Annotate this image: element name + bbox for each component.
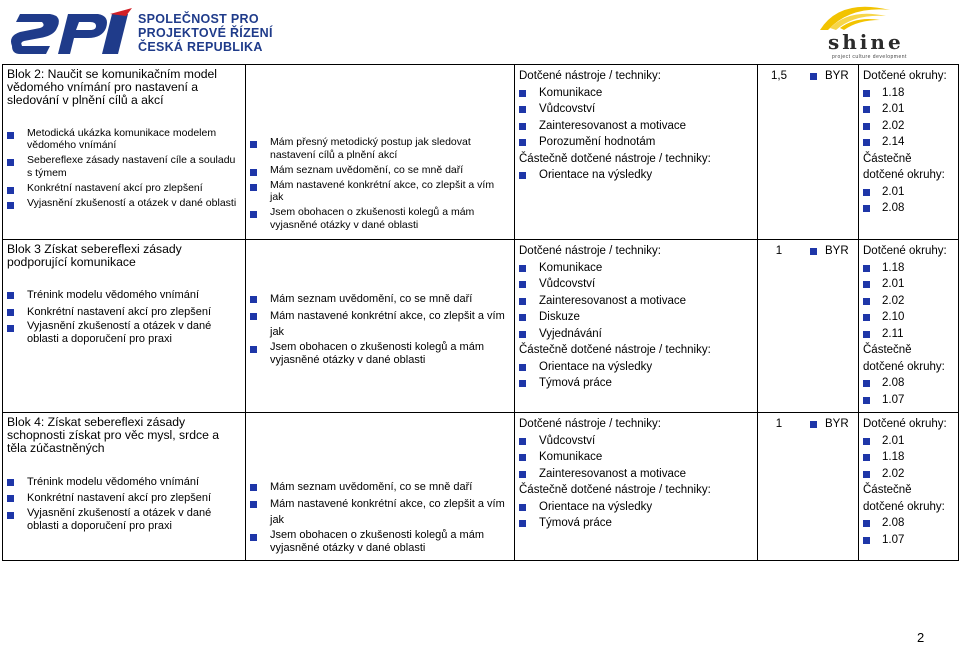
block-row [3,240,959,413]
area-item: 1.18 [863,449,954,466]
areas-list [863,85,954,151]
activity-item: Vyjasnění zkušeností a otázek v dané oblasti a doporučení pro praxi [7,507,241,533]
outcome-list [250,291,510,367]
company-name-line-1: SPOLEČNOST PRO [138,12,259,26]
outcome-list [250,479,510,555]
area-item: 2.11 [863,326,954,343]
tool-item: Vůdcovství [519,433,753,450]
partial-area-item: 2.08 [863,375,954,392]
partial-tools-list [519,359,753,392]
activity-item: Metodická ukázka komunikace modelem vědomého vnímání [7,127,241,152]
block-row [3,65,959,240]
tools-label: Dotčené nástroje / techniky: [519,70,661,82]
bullet-icon [810,248,817,255]
partial-tools-list [519,499,753,532]
partial-area-item: 2.01 [863,184,954,201]
tools-label: Dotčené nástroje / techniky: [519,245,661,257]
block-areas-cell [859,413,959,561]
area-item: 2.02 [863,293,954,310]
partial-area-item: 1.07 [863,392,954,409]
block-outcome-cell [246,240,515,413]
course-blocks-table [2,64,959,561]
shine-wordmark: shine [828,30,904,54]
tools-list [519,260,753,343]
block-areas-cell [859,65,959,240]
activity-item: Vyjasnění zkušeností a otázek v dané oblasti a doporučení pro praxi [7,320,241,346]
block-title: Blok 2: Naučit se komunikačním model vědomého vnímání pro nastavení a sledování v plnění cílů a akcí [7,67,217,108]
partial-areas-label: Částečně dotčené okruhy: [863,344,945,373]
block-tools-cell [515,65,758,240]
byr-label: BYR [825,70,849,82]
tool-item: Diskuze [519,309,753,326]
page-number: 2 [917,630,925,645]
byr-label: BYR [825,245,849,257]
partial-tools-label: Částečně dotčené nástroje / techniky: [519,344,711,356]
byr-label: BYR [825,418,849,430]
ratio-value: 1 [775,245,783,257]
bullet-icon [810,73,817,80]
ratio-value: 1,5 [771,70,787,82]
activity-item: Konkrétní nastavení akcí pro zlepšení [7,182,241,195]
activity-item: Sebereflexe zásady nastavení cíle a souladu s týmem [7,154,241,179]
areas-label: Dotčené okruhy: [863,245,947,257]
area-item: 2.02 [863,118,954,135]
area-item: 2.01 [863,276,954,293]
tools-list [519,85,753,151]
block-outcome-cell [246,65,515,240]
partial-areas-list [863,184,954,217]
area-item: 2.10 [863,309,954,326]
outcome-item: Mám seznam uvědomění, co se mně daří [250,291,510,308]
block-goal-cell [3,240,246,413]
area-item: 1.18 [863,85,954,102]
company-name-line-3: ČESKÁ REPUBLIKA [138,40,263,54]
outcome-item: Mám seznam uvědomění, co se mně daří [250,164,510,177]
company-name [138,12,273,54]
block-areas-cell [859,240,959,413]
partial-tools-label: Částečně dotčené nástroje / techniky: [519,484,711,496]
area-item: 2.02 [863,466,954,483]
partial-tool-item: Orientace na výsledky [519,167,753,184]
partial-area-item: 2.08 [863,200,954,217]
outcome-item: Mám přesný metodický postup jak sledovat nastavení cílů a plnění akcí [250,136,510,161]
outcome-item: Mám seznam uvědomění, co se mně daří [250,479,510,496]
block-goal-cell [3,65,246,240]
block-tools-cell [515,413,758,561]
outcome-item: Mám nastavené konkrétní akce, co zlepšit a vím jak [250,308,510,341]
area-item: 2.14 [863,134,954,151]
partial-area-item: 1.07 [863,532,954,549]
areas-label: Dotčené okruhy: [863,418,947,430]
block-goal-cell [3,413,246,561]
partial-tool-item: Týmová práce [519,515,753,532]
tool-item: Vůdcovství [519,276,753,293]
tool-item: Vůdcovství [519,101,753,118]
partial-tools-label: Částečně dotčené nástroje / techniky: [519,152,711,165]
partial-areas-list [863,515,954,548]
outcome-list [250,136,510,231]
shine-tagline: project culture development [832,54,907,60]
areas-list [863,433,954,483]
activity-item: Trénink modelu vědomého vnímání [7,474,241,491]
outcome-item: Mám nastavené konkrétní akce, co zlepšit a vím jak [250,179,510,204]
tool-item: Zainteresovanost a motivace [519,118,753,135]
outcome-item: Jsem obohacen o zkušenosti kolegů a mám vyjasněné otázky v dané oblasti [250,206,510,231]
tool-item: Komunikace [519,85,753,102]
partial-areas-list [863,375,954,408]
tool-item: Zainteresovanost a motivace [519,293,753,310]
area-item: 2.01 [863,101,954,118]
tools-list [519,433,753,483]
area-item: 2.01 [863,433,954,450]
outcome-item: Mám nastavené konkrétní akce, co zlepšit a vím jak [250,496,510,529]
activity-list [7,127,241,210]
block-row [3,413,959,561]
block-title: Blok 3 Získat sebereflexi zásady podporující komunikace [7,242,182,270]
bullet-icon [810,421,817,428]
spr-logo [6,6,134,60]
tool-item: Komunikace [519,449,753,466]
partial-tool-item: Orientace na výsledky [519,359,753,376]
area-item: 1.18 [863,260,954,277]
tools-label: Dotčené nástroje / techniky: [519,418,661,430]
tool-item: Komunikace [519,260,753,277]
outcome-item: Jsem obohacen o zkušenosti kolegů a mám vyjasněné otázky v dané oblasti [250,341,510,367]
activity-item: Trénink modelu vědomého vnímání [7,287,241,304]
activity-item: Vyjasnění zkušeností a otázek v dané oblasti [7,197,241,210]
block-ratio-cell [758,65,859,240]
partial-tools-list [519,167,753,184]
partial-tool-item: Orientace na výsledky [519,499,753,516]
tool-item: Vyjednávání [519,326,753,343]
tool-item: Porozumění hodnotám [519,134,753,151]
outcome-item: Jsem obohacen o zkušenosti kolegů a mám vyjasněné otázky v dané oblasti [250,529,510,555]
block-title: Blok 4: Získat sebereflexi zásady schopnosti získat pro věc mysl, srdce a těla zúčastněných [7,415,220,456]
partial-areas-label: Částečně dotčené okruhy: [863,484,945,513]
activity-item: Konkrétní nastavení akcí pro zlepšení [7,304,241,321]
company-name-line-2: PROJEKTOVÉ ŘÍZENÍ [138,26,273,40]
block-tools-cell [515,240,758,413]
activity-item: Konkrétní nastavení akcí pro zlepšení [7,490,241,507]
partial-areas-label: Částečně dotčené okruhy: [863,152,945,181]
partial-tool-item: Týmová práce [519,375,753,392]
partial-area-item: 2.08 [863,515,954,532]
ratio-value: 1 [775,418,783,430]
block-outcome-cell [246,413,515,561]
tool-item: Zainteresovanost a motivace [519,466,753,483]
areas-label: Dotčené okruhy: [863,70,947,82]
activity-list [7,474,241,533]
areas-list [863,260,954,343]
block-ratio-cell [758,413,859,561]
block-ratio-cell [758,240,859,413]
activity-list [7,287,241,346]
